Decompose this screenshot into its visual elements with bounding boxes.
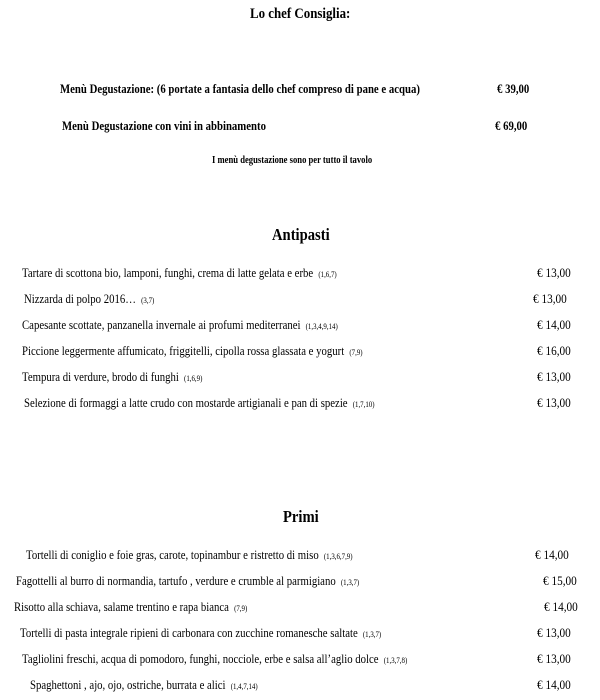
menu-item — [22, 266, 337, 281]
menu-item-name: Tempura di verdure, brodo di funghi — [22, 370, 179, 384]
menu-item-name: Risotto alla schiava, salame trentino e rapa bianca — [14, 600, 229, 614]
menu-item-name: Fagottelli al burro di normandia, tartufo , verdure e crumble al parmigiano — [16, 574, 336, 588]
degustazione-item-name: Menù Degustazione con vini in abbinamento — [62, 119, 266, 133]
menu-item-price: € 13,00 — [537, 396, 571, 410]
menu-item-name: Nizzarda di polpo 2016… — [24, 292, 136, 306]
degustazione-item-price: € 39,00 — [497, 82, 530, 96]
menu-item-price: € 13,00 — [537, 266, 571, 280]
menu-item-name: Piccione leggermente affumicato, friggitelli, cipolla rossa glassata e yogurt — [22, 344, 345, 358]
menu-item-name: Tagliolini freschi, acqua di pomodoro, funghi, nocciole, erbe e salsa all’aglio dolce — [22, 652, 379, 666]
section-heading-antipasti: Antipasti — [272, 225, 330, 244]
menu-item-name: Spaghettoni , ajo, ojo, ostriche, burrata e alici — [30, 678, 226, 692]
menu-item-name: Tortelli di coniglio e foie gras, carote, topinambur e ristretto di miso — [26, 548, 319, 562]
menu-item — [22, 318, 338, 333]
menu-item — [24, 396, 375, 411]
menu-item-name: Tortelli di pasta integrale ripieni di carbonara con zucchine romanesche saltate — [20, 626, 358, 640]
menu-item — [26, 548, 353, 563]
menu-item-name: Capesante scottate, panzanella invernale ai profumi mediterranei — [22, 318, 301, 332]
menu-item-price: € 15,00 — [543, 574, 577, 588]
menu-item-price: € 16,00 — [537, 344, 571, 358]
menu-item — [22, 370, 202, 385]
menu-item-allergens: (1,7,10) — [352, 400, 375, 409]
menu-item-allergens: (1,3,7) — [340, 578, 360, 587]
degustazione-item-name: Menù Degustazione: (6 portate a fantasia dello chef compreso di pane e acqua) — [60, 82, 420, 96]
menu-item-allergens: (1,3,4,9,14) — [305, 322, 338, 331]
menu-item — [20, 626, 381, 641]
menu-item-price: € 13,00 — [537, 652, 571, 666]
menu-item-price: € 13,00 — [537, 370, 571, 384]
menu-item-price: € 14,00 — [544, 600, 578, 614]
menu-item-price: € 13,00 — [537, 626, 571, 640]
section-heading-primi: Primi — [283, 507, 319, 526]
menu-item-allergens: (3,7) — [141, 296, 155, 305]
menu-item-price: € 13,00 — [533, 292, 567, 306]
menu-item-allergens: (1,4,7,14) — [230, 682, 258, 691]
menu-item-allergens: (1,3,7) — [362, 630, 382, 639]
menu-item-name: Tartare di scottona bio, lamponi, funghi, crema di latte gelata e erbe — [22, 266, 314, 280]
menu-item — [22, 652, 407, 667]
menu-item-price: € 14,00 — [537, 318, 571, 332]
menu-item — [16, 574, 359, 589]
menu-item — [22, 344, 363, 359]
degustazione-note: I menù degustazione sono per tutto il tavolo — [212, 155, 373, 166]
menu-item-price: € 14,00 — [535, 548, 569, 562]
menu-item — [24, 292, 154, 307]
menu-item-allergens: (1,6,9) — [184, 374, 203, 383]
degustazione-item-price: € 69,00 — [495, 119, 528, 133]
menu-item-allergens: (1,3,6,7,9) — [323, 552, 353, 561]
menu-item-name: Selezione di formaggi a latte crudo con mostarde artigianali e pan di spezie — [24, 396, 348, 410]
menu-item-allergens: (7,9) — [234, 604, 248, 613]
menu-item — [30, 678, 258, 693]
menu-item-allergens: (7,9) — [349, 348, 363, 357]
menu-item-price: € 14,00 — [537, 678, 571, 692]
page-title: Lo chef Consiglia: — [250, 6, 351, 22]
menu-item-allergens: (1,6,7) — [318, 270, 337, 279]
menu-item-allergens: (1,3,7,8) — [383, 656, 408, 665]
menu-item — [14, 600, 247, 615]
